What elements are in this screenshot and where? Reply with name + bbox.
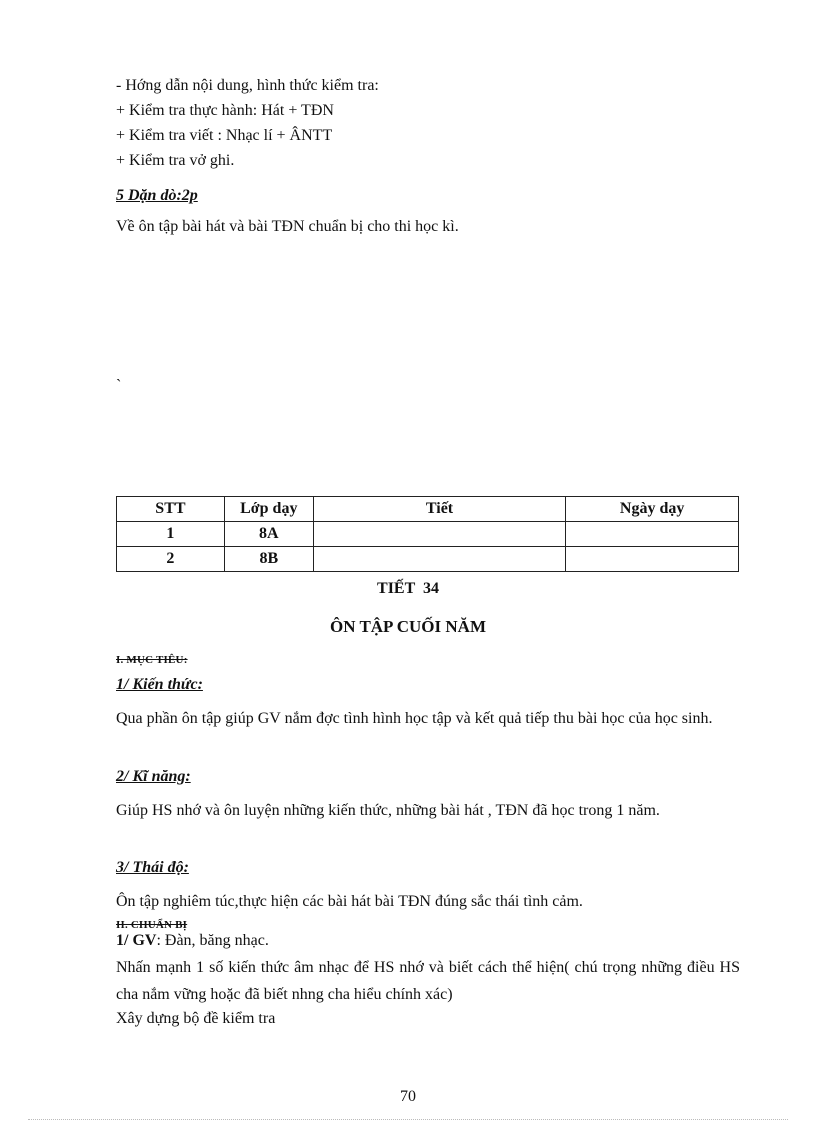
cell-lop: 8B	[224, 547, 313, 572]
cell-tiet	[313, 547, 566, 572]
gv-line	[116, 931, 269, 951]
header-ngay-day: Ngày dạy	[566, 497, 739, 522]
header-lop-day: Lớp dạy	[224, 497, 313, 522]
lesson-title: TIẾT 34	[377, 580, 439, 597]
section-1-heading: I. MỤC TIÊU:	[116, 654, 188, 666]
thai-do-text: Ôn tập nghiêm túc,thực hiện các bài hát bài TĐN đúng sắc thái tình cảm.	[116, 893, 583, 910]
page-number: 70	[400, 1088, 416, 1105]
cell-stt: 2	[117, 547, 225, 572]
table-header-row	[117, 497, 739, 522]
gv-text: : Đàn, băng nhạc.	[156, 932, 269, 949]
header-stt: STT	[117, 497, 225, 522]
xay-dung-text: Xây dựng bộ đề kiểm tra	[116, 1010, 276, 1027]
header-tiet: Tiết	[313, 497, 566, 522]
table-row	[117, 522, 739, 547]
instruction-line-1: - Hớng dẫn nội dung, hình thức kiểm tra:	[116, 77, 379, 94]
instruction-line-3: + Kiểm tra viết : Nhạc lí + ÂNTT	[116, 127, 333, 144]
ki-nang-text: Giúp HS nhớ và ôn luyện những kiến thức, những bài hát , TĐN đã học trong 1 năm.	[116, 802, 660, 819]
dan-do-text: Về ôn tập bài hát và bài TĐN chuẩn bị cho thi học kì.	[116, 218, 459, 235]
nhan-manh-text: Nhấn mạnh 1 số kiến thức âm nhạc để HS nhớ và biết cách thể hiện( chú trọng những điều HS cha nắm vững hoặc đã biết nhng cha hiểu chính xác)	[116, 959, 740, 1003]
kien-thuc-heading: 1/ Kiến thức:	[116, 676, 203, 693]
cell-tiet	[313, 522, 566, 547]
table-row	[117, 547, 739, 572]
schedule-table	[116, 496, 739, 572]
cell-ngay	[566, 522, 739, 547]
dan-do-heading: 5 Dặn dò:2p	[116, 187, 198, 204]
thai-do-heading: 3/ Thái độ:	[116, 859, 189, 876]
cell-stt: 1	[117, 522, 225, 547]
instruction-line-2: + Kiểm tra thực hành: Hát + TĐN	[116, 102, 334, 119]
cell-ngay	[566, 547, 739, 572]
instruction-line-4: + Kiểm tra vở ghi.	[116, 152, 235, 169]
section-2-heading: II. CHUẨN BỊ	[116, 919, 188, 931]
ki-nang-heading: 2/ Kĩ năng:	[116, 768, 191, 785]
gv-label: 1/ GV	[116, 932, 157, 949]
footer-rule	[28, 1119, 788, 1120]
cell-lop: 8A	[224, 522, 313, 547]
lesson-subtitle: ÔN TẬP CUỐI NĂM	[330, 617, 486, 636]
stray-mark: `	[116, 377, 122, 394]
kien-thuc-text: Qua phần ôn tập giúp GV nắm đợc tình hình học tập và kết quả tiếp thu bài học của học sinh.	[116, 710, 713, 727]
